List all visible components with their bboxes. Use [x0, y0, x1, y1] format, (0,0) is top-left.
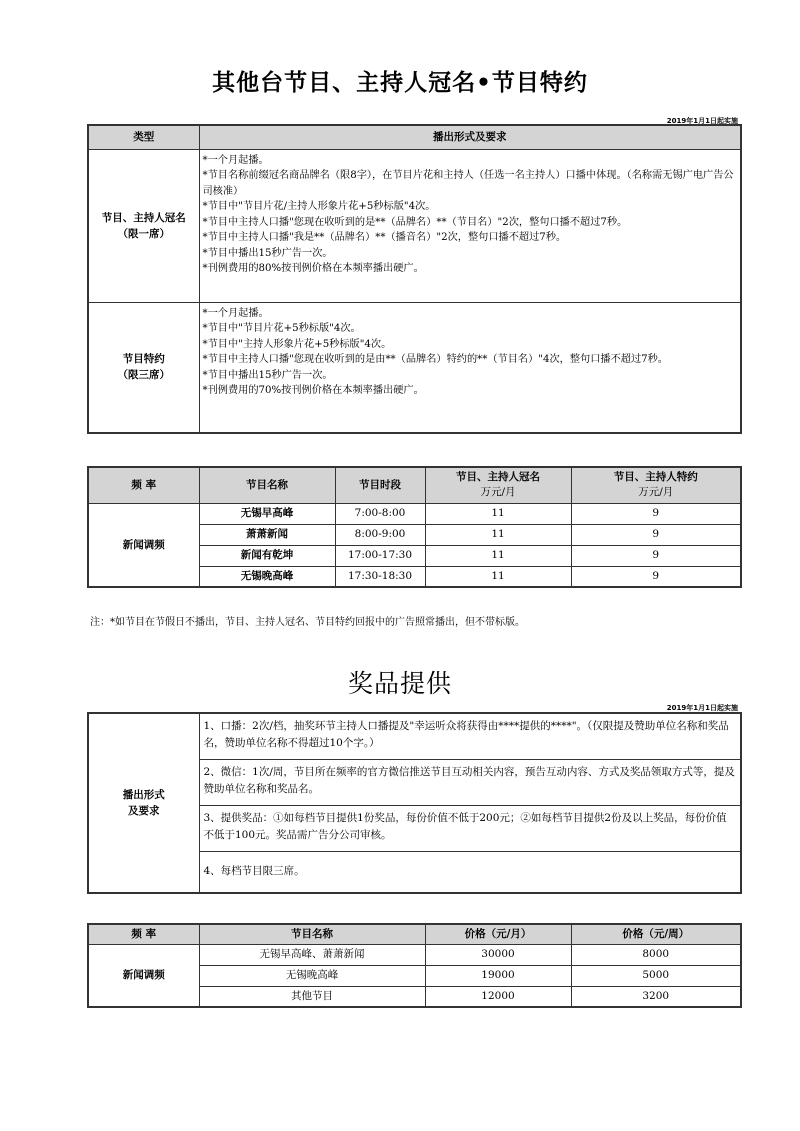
list-item: *节目中播出15秒广告一次。	[202, 247, 333, 259]
title-price: 11	[425, 545, 571, 566]
title-price: 11	[425, 503, 571, 524]
title-price: 11	[425, 524, 571, 545]
pricing-table-prizes	[87, 923, 742, 1008]
program-name: 无锡早高峰	[199, 503, 335, 524]
header-monthly: 价格（元/月）	[425, 924, 571, 944]
page-title: 其他台节目、主持人冠名•节目特约	[212, 70, 588, 96]
header-type: 类型	[88, 125, 199, 149]
table-row	[88, 149, 741, 302]
requirements-cell	[199, 149, 741, 302]
header-form: 播出形式及要求	[199, 125, 741, 149]
list-item: *一个月起播。	[202, 154, 269, 166]
special-price: 9	[571, 566, 741, 587]
list-item: *节目中播出15秒广告一次。	[202, 369, 333, 381]
list-item: *节目中主持人口播"您现在收听到的是由**（品牌名）特约的**（节目名）"4次，整句口播不超过7秒。	[202, 354, 668, 365]
sponsorship-table	[87, 124, 742, 434]
effective-date: 2019年1月1日起实施	[666, 117, 738, 125]
monthly-price: 30000	[425, 944, 571, 965]
table-row	[88, 713, 741, 759]
program-name: 无锡早高峰、萧萧新闻	[199, 944, 425, 965]
program-name: 萧萧新闻	[199, 524, 335, 545]
list-item: 3、提供奖品：①如每档节目提供1份奖品，每份价值不低于200元；②如每档节目提供2份及以上奖品，每份价值不低于100元。奖品需广告分公司审核。	[199, 805, 741, 851]
header-title-sponsor: 节目、主持人冠名 万元/月	[425, 467, 571, 503]
table-row	[88, 503, 741, 524]
header-special: 节目、主持人特约 万元/月	[571, 467, 741, 503]
monthly-price: 12000	[425, 986, 571, 1007]
weekly-price: 8000	[571, 944, 741, 965]
header-channel: 频 率	[88, 467, 199, 503]
title-price: 11	[425, 566, 571, 587]
list-item: *节目中主持人口播"您现在收听到的是**（品牌名）**（节目名）"2次，整句口播不超过7秒。	[202, 216, 628, 228]
table-row	[88, 302, 741, 433]
list-item: 4、每档节目限三席。	[199, 851, 741, 893]
weekly-price: 5000	[571, 965, 741, 986]
list-item: *一个月起播。	[202, 307, 269, 319]
prize-table	[87, 712, 742, 894]
program-name: 无锡晚高峰	[199, 965, 425, 986]
time-slot: 17:00-17:30	[335, 545, 425, 566]
list-item: *节目中"主持人形象片花+5秒标版"4次。	[202, 338, 392, 350]
list-item: *节目中主持人口播"我是**（品牌名）**（播音名）"2次，整句口播不超过7秒。	[202, 232, 567, 243]
program-name: 新闻有乾坤	[199, 545, 335, 566]
header-time: 节目时段	[335, 467, 425, 503]
category-cell: 播出形式 及要求	[88, 713, 199, 893]
program-name: 无锡晚高峰	[199, 566, 335, 587]
pricing-table-sponsorship	[87, 466, 742, 588]
special-price: 9	[571, 545, 741, 566]
special-price: 9	[571, 503, 741, 524]
section-title-prizes: 奖品提供	[347, 669, 452, 698]
channel-cell: 新闻调频	[88, 503, 199, 587]
list-item: *节目中"节目片花+5秒标版"4次。	[202, 323, 361, 334]
header-weekly: 价格（元/周）	[571, 924, 741, 944]
header-channel: 频 率	[88, 924, 199, 944]
list-item: *刊例费用的80%按刊例价格在本频率播出硬广。	[202, 263, 424, 274]
footnote: 注：*如节目在节假日不播出，节目、主持人冠名、节目特约回报中的广告照常播出，但不带标版。	[90, 617, 525, 628]
effective-date: 2019年1月1日起实施	[666, 704, 738, 712]
category-cell: 节目、主持人冠名 （限一席）	[88, 149, 199, 302]
monthly-price: 19000	[425, 965, 571, 986]
list-item: 2、微信：1次/周，节目所在频率的官方微信推送节目互动相关内容，预告互动内容、方式及奖品领取方式等，提及赞助单位名称和奖品名。	[199, 759, 741, 805]
time-slot: 17:30-18:30	[335, 566, 425, 587]
list-item: 1、口播：2次/档，抽奖环节主持人口播提及"幸运听众将获得由****提供的****"。（仅限提及赞助单位名称和奖品名，赞助单位名称不得超过10个字。）	[199, 713, 741, 759]
requirements-cell	[199, 302, 741, 433]
special-price: 9	[571, 524, 741, 545]
category-cell: 节目特约 （限三席）	[88, 302, 199, 433]
program-name: 其他节目	[199, 986, 425, 1007]
channel-cell: 新闻调频	[88, 944, 199, 1007]
time-slot: 7:00-8:00	[335, 503, 425, 524]
header-program: 节目名称	[199, 924, 425, 944]
list-item: *刊例费用的70%按刊例价格在本频率播出硬广。	[202, 385, 424, 396]
table-row	[88, 944, 741, 965]
weekly-price: 3200	[571, 986, 741, 1007]
time-slot: 8:00-9:00	[335, 524, 425, 545]
header-program: 节目名称	[199, 467, 335, 503]
list-item: *节目名称前缀冠名商品牌名（限8字），在节目片花和主持人（任选一名主持人）口播中体现。（名称需无锡广电广告公司核准）	[202, 170, 734, 197]
list-item: *节目中"节目片花/主持人形象片花+5秒标版"4次。	[202, 201, 436, 212]
